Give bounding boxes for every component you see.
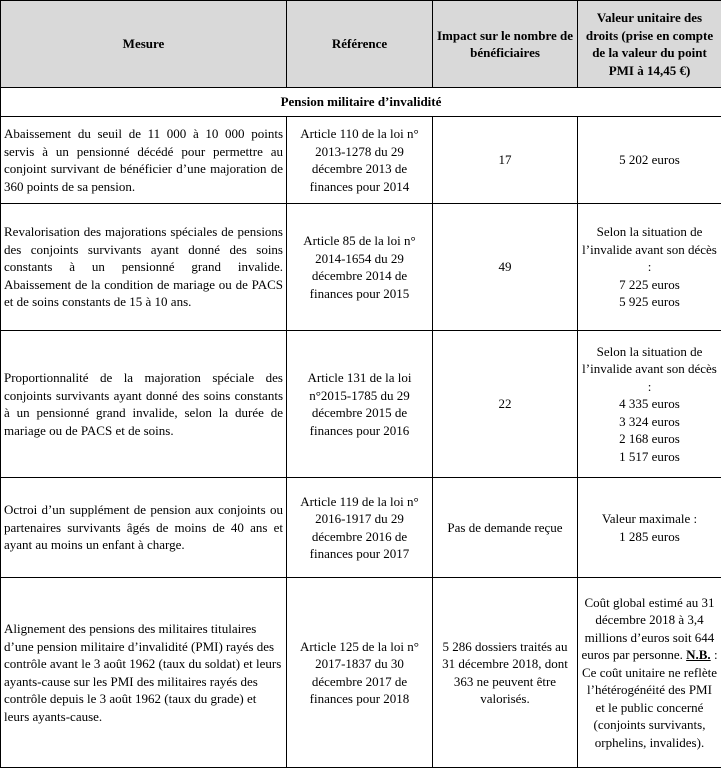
- reference-cell: Article 131 de la loi n°2015-1785 du 29 décembre 2015 de finances pour 2016: [287, 331, 433, 478]
- reference-cell: Article 85 de la loi n° 2014-1654 du 29 décembre 2014 de finances pour 2015: [287, 204, 433, 331]
- impact-cell: 49: [433, 204, 578, 331]
- mesure-cell: Proportionnalité de la majoration spéciale des conjoints survivants ayant donné des soins constants à un pensionné grand invalide, selon la durée de mariage ou de PACS et de soins.: [1, 331, 287, 478]
- valeur-line: 2 168 euros: [619, 431, 680, 447]
- impact-cell: 22: [433, 331, 578, 478]
- header-valeur: Valeur unitaire des droits (prise en compte de la valeur du point PMI à 14,45 €): [578, 1, 721, 88]
- valeur-intro: Coût global estimé au 31 décembre 2018 à 3,4 millions d’euros soit 644 euros par personne.: [581, 594, 715, 663]
- valeur-line: 5 925 euros: [619, 294, 680, 310]
- valeur-line: 1 517 euros: [619, 448, 680, 464]
- table-row: [1, 578, 721, 768]
- valeur-line: Valeur maximale :: [601, 511, 698, 526]
- mesure-cell: Octroi d’un supplément de pension aux conjoints ou partenaires survivants âgés de moins de 40 ans et ayant au moins un enfant à charge.: [1, 478, 287, 578]
- section-title: Pension militaire d’invalidité: [1, 88, 721, 117]
- valeur-line: 7 225 euros: [619, 276, 680, 292]
- reference-cell: Article 110 de la loi n° 2013-1278 du 29 décembre 2013 de finances pour 2014: [287, 117, 433, 204]
- valeur-line: 4 335 euros: [619, 396, 680, 412]
- impact-cell: 5 286 dossiers traités au 31 décembre 2018, dont 363 ne peuvent être valorisés.: [433, 578, 578, 768]
- valeur-line: 1 285 euros: [619, 528, 680, 544]
- table-row: [1, 331, 721, 478]
- valeur-line: Selon la situation de l’invalide avant son décès :: [582, 224, 717, 275]
- table-row: [1, 478, 721, 578]
- reference-cell: Article 119 de la loi n° 2016-1917 du 29 décembre 2016 de finances pour 2017: [287, 478, 433, 578]
- impact-cell: Pas de demande reçue: [433, 478, 578, 578]
- header-impact: Impact sur le nombre de bénéficiaires: [433, 1, 578, 88]
- valeur-line: Selon la situation de l’invalide avant son décès :: [582, 343, 717, 394]
- mesure-cell: Alignement des pensions des militaires titulaires d’une pension militaire d’invalidité (PMI) rayés des contrôle avant le 3 août 1962 (taux du soldat) et leurs ayants-cause sur les PMI des militaires rayés des contrôle depuis le 3 août 1962 (taux du grade) et leurs ayants-cause.: [1, 578, 287, 768]
- mesure-cell: Revalorisation des majorations spéciales de pensions des conjoints survivants ayant donné des soins constants à un pensionné grand invalide. Abaissement de la condition de mariage ou de PACS et de soins constants de 15 à 10 ans.: [1, 204, 287, 331]
- reference-cell: Article 125 de la loi n° 2017-1837 du 30 décembre 2017 de finances pour 2018: [287, 578, 433, 768]
- impact-cell: 17: [433, 117, 578, 204]
- mesure-cell: Abaissement du seuil de 11 000 à 10 000 points servis à un pensionné décédé pour permettre au conjoint survivant de bénéficier d’une majoration de 360 points de sa pension.: [1, 117, 287, 204]
- valeur-cell: [578, 117, 721, 204]
- section-row: [1, 88, 721, 117]
- table-row: [1, 117, 721, 204]
- table-row: [1, 204, 721, 331]
- valeur-cell: [578, 204, 721, 331]
- header-mesure: Mesure: [1, 1, 287, 88]
- valeur-line: 3 324 euros: [619, 413, 680, 429]
- valeur-line: 5 202 euros: [619, 152, 680, 168]
- valeur-cell: [578, 331, 721, 478]
- nb-label: N.B.: [686, 647, 711, 663]
- valeur-cell: [578, 478, 721, 578]
- header-reference: Référence: [287, 1, 433, 88]
- nb-text: : Ce coût unitaire ne reflète l’hétérogénéité des PMI et le public concerné (conjoints survivants, orphelins, invalides).: [582, 647, 718, 750]
- valeur-cell: [578, 578, 721, 768]
- header-row: [1, 1, 721, 88]
